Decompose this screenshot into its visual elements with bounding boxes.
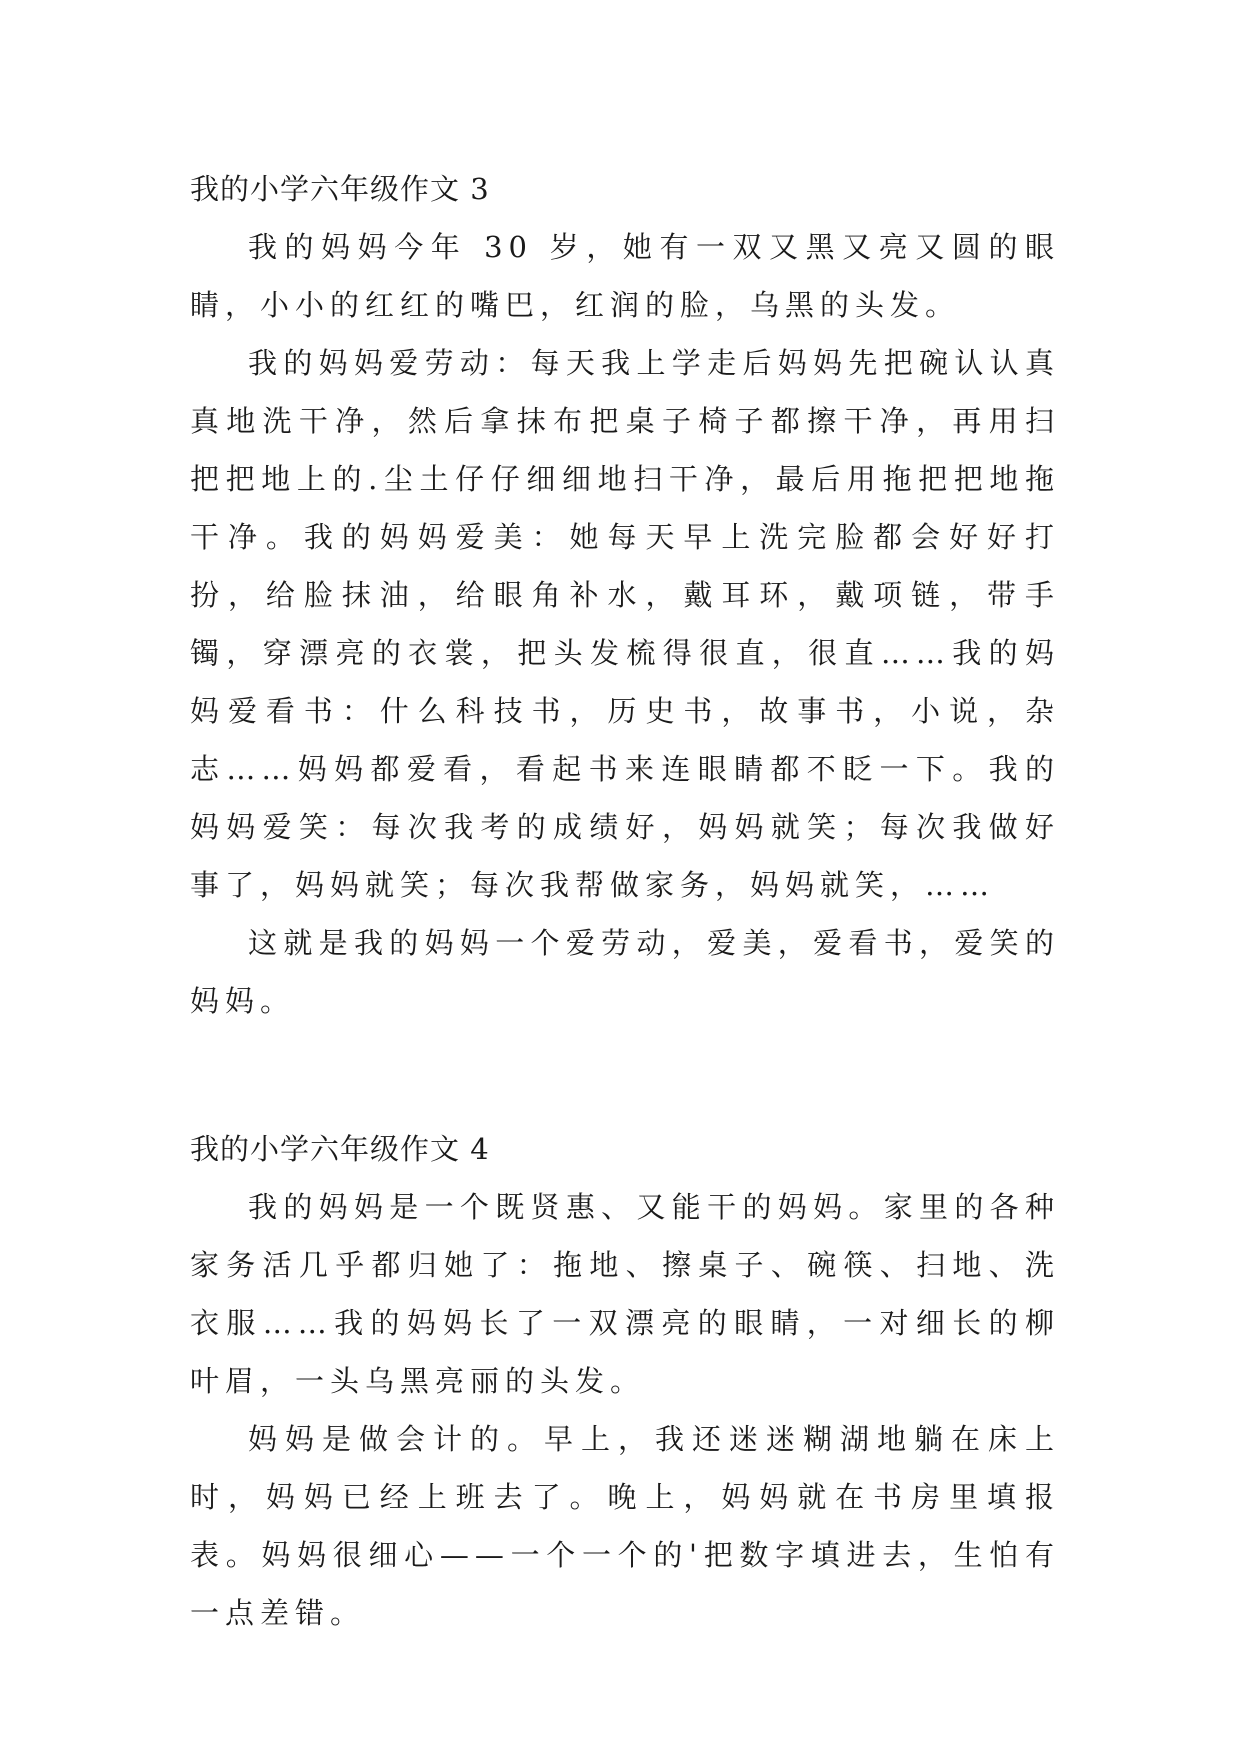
paragraph: 我的妈妈爱劳动：每天我上学走后妈妈先把碗认认真真地洗干净，然后拿抹布把桌子椅子都擦干净，再用扫把把地上的.尘土仔仔细细地扫干净，最后用拖把把地拖干净。我的妈妈爱美：她每天早上洗完脸都会好好打扮，给脸抹油，给眼角补水，戴耳环，戴项链，带手镯，穿漂亮的衣裳，把头发梳得很直，很直……我的妈妈爱看书：什么科技书，历史书，故事书，小说，杂志……妈妈都爱看，看起书来连眼睛都不眨一下。我的妈妈爱笑：每次我考的成绩好，妈妈就笑；每次我做好事了，妈妈就笑；每次我帮做家务，妈妈就笑，…… xyxy=(190,346,1060,902)
essay-title: 我的小学六年级作文 4 xyxy=(190,1132,490,1166)
paragraph: 妈妈是做会计的。早上，我还迷迷糊湖地躺在床上时，妈妈已经上班去了。晚上，妈妈就在书房里填报表。妈妈很细心——一个一个的'把数字填进去，生怕有一点差错。 xyxy=(190,1422,1060,1630)
paragraph: 这就是我的妈妈一个爱劳动，爱美，爱看书，爱笑的妈妈。 xyxy=(190,926,1060,1018)
essay-section-4 xyxy=(190,1120,1060,1642)
paragraph: 我的妈妈今年 30 岁，她有一双又黑又亮又圆的眼睛，小小的红红的嘴巴，红润的脸，乌黑的头发。 xyxy=(190,230,1060,322)
essay-title: 我的小学六年级作文 3 xyxy=(190,172,490,206)
essay-section-3 xyxy=(190,160,1060,1030)
document-body xyxy=(190,160,1060,1642)
paragraph: 我的妈妈是一个既贤惠、又能干的妈妈。家里的各种家务活几乎都归她了：拖地、擦桌子、碗筷、扫地、洗衣服……我的妈妈长了一双漂亮的眼睛，一对细长的柳叶眉，一头乌黑亮丽的头发。 xyxy=(190,1190,1060,1398)
section-spacer xyxy=(190,1030,1060,1120)
